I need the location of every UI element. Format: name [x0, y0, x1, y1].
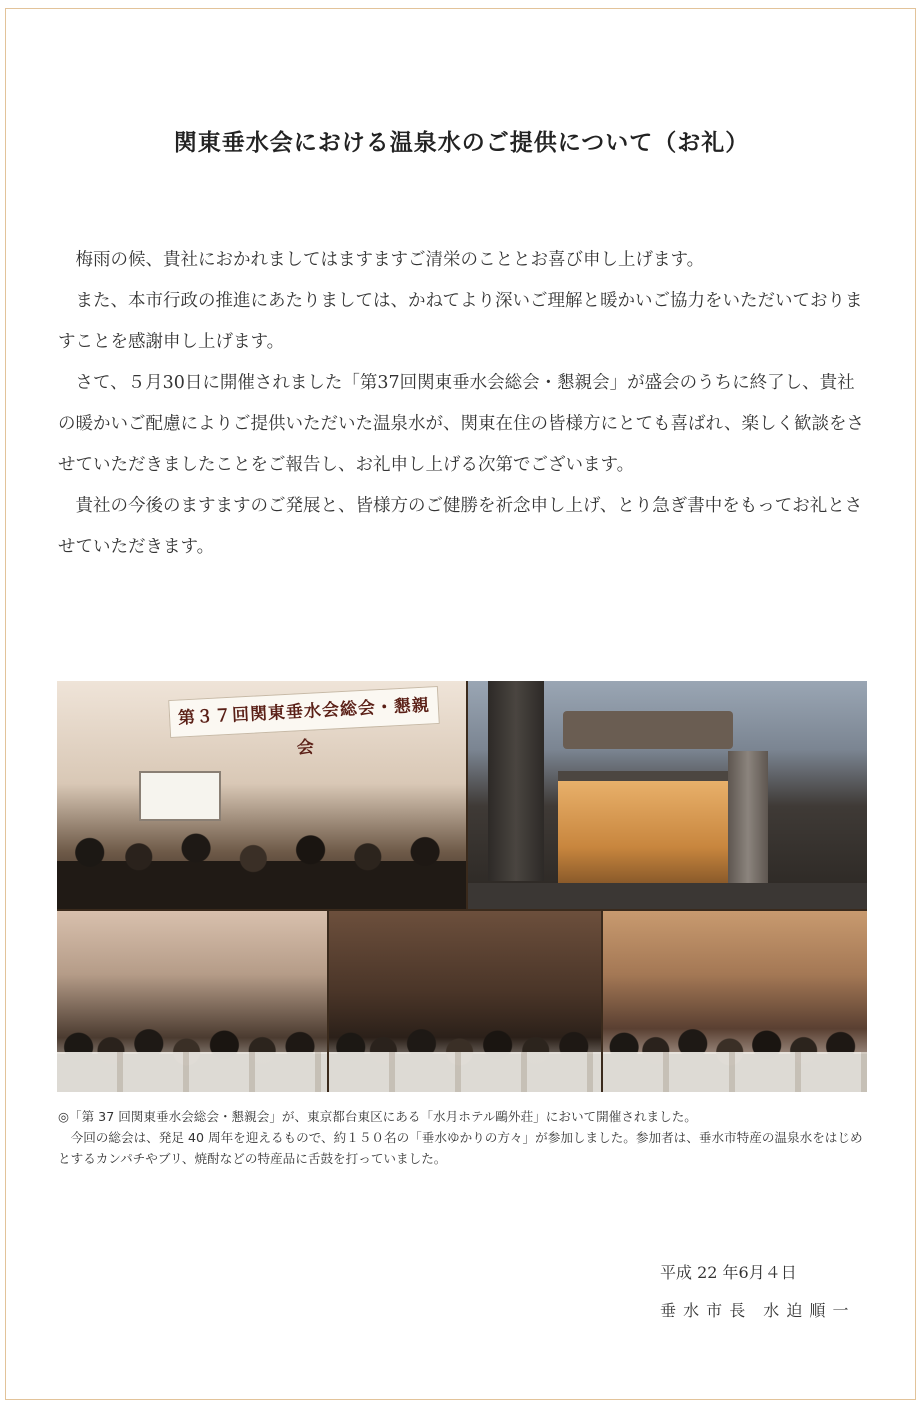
paragraph-report: さて、５月30日に開催されました「第37回関東垂水会総会・懇親会」が盛会のうちに終了し、貴社の暖かいご配慮によりご提供いただいた温泉水が、関東在住の皆様方にとても喜ばれ、楽しく歓談をさせていただきましたことをご報告し、お礼申し上げる次第でございます。	[58, 373, 865, 475]
photo-party-left	[57, 911, 327, 1092]
party-tables-middle	[329, 1052, 601, 1092]
letter-body	[58, 240, 868, 568]
hotel-entrance	[558, 771, 728, 891]
signature: 垂 水 市 長 水 迫 順 一	[660, 1301, 850, 1320]
street	[468, 883, 867, 909]
paragraph-greeting: 梅雨の候、貴社におかれましてはますますご清栄のこととお喜び申し上げます。	[75, 250, 705, 270]
party-tables-right	[603, 1052, 867, 1092]
paragraph-closing: 貴社の今後のますますのご発展と、皆様方のご健勝を祈念申し上げ、とり急ぎ書中をもってお礼とさせていただきます。	[58, 496, 863, 557]
hotel-sign	[563, 711, 733, 749]
seated-crowd	[57, 822, 466, 909]
photo-banquet-hall	[57, 681, 466, 909]
event-banner: 第３７回関東垂水会総会・懇親会	[168, 686, 440, 738]
caption-line-1: ◎「第 37 回関東垂水会総会・懇親会」が、東京都台東区にある「水月ホテル鷗外荘」において開催されました。	[58, 1109, 697, 1124]
party-tables-left	[57, 1052, 327, 1092]
paragraph-thanks: また、本市行政の推進にあたりましては、かねてより深いご理解と暖かいご協力をいただいておりますことを感謝申し上げます。	[58, 291, 863, 352]
photo-party-middle	[329, 911, 601, 1092]
photo-caption	[58, 1106, 870, 1169]
hotel-tower	[488, 681, 544, 881]
whiteboard	[139, 771, 221, 821]
photo-hotel-exterior	[468, 681, 867, 909]
photo-collage	[57, 681, 867, 1092]
letter-date: 平成 22 年6月４日	[660, 1263, 797, 1282]
photo-party-right	[603, 911, 867, 1092]
document-title: 関東垂水会における温泉水のご提供について（お礼）	[173, 129, 750, 156]
caption-line-2: 今回の総会は、発足 40 周年を迎えるもので、約１５０名の「垂水ゆかりの方々」が参加しました。参加者は、垂水市特産の温泉水をはじめとするカンパチやブリ、焼酎などの特産品に舌鼓を打っていました。	[58, 1130, 863, 1166]
